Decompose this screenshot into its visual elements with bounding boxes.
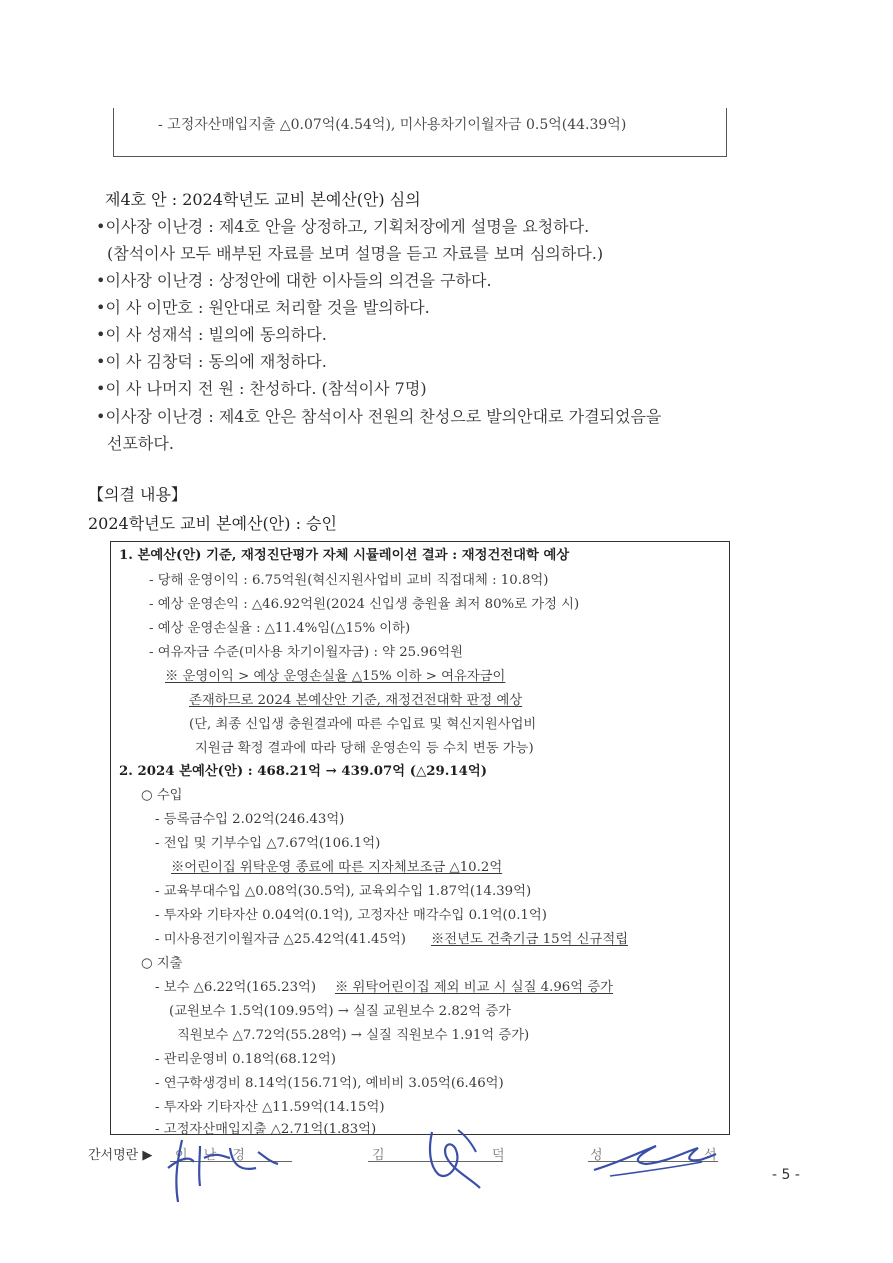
agenda-line: •이 사 나머지 전 원 : 찬성하다. (참석이사 7명) [96,379,427,398]
signer-name: 성 [590,1148,603,1163]
agenda-line: •이사장 이난경 : 제4호 안을 상정하고, 기획처장에게 설명을 요청하다. [96,217,590,236]
list-item: - 미사용전기이월자금 △25.42억(41.45억) [155,932,406,947]
agenda-line: (참석이사 모두 배부된 자료를 보며 설명을 듣고 자료를 보며 심의하다.) [107,244,604,263]
note-line: ※전년도 건축기금 15억 신규적립 [431,932,629,947]
note-line: ※ 운영이익 > 예상 운영손실율 △15% 이하 > 여유자금이 [165,669,506,684]
resolution-label: 【의결 내용】 [88,485,187,504]
section-1-title: 1. 본예산(안) 기준, 재정진단평가 자체 시뮬레이션 결과 : 재정건전대학 예상 [119,548,570,563]
signature-3 [590,1132,720,1182]
list-item: - 관리운영비 0.18억(68.12억) [155,1052,336,1067]
list-item: - 연구학생경비 8.14억(156.71억), 예비비 3.05억(6.46억) [155,1076,504,1091]
expense-label: ○ 지출 [141,956,183,971]
list-item: - 전입 및 기부수입 △7.67억(106.1억) [155,836,381,851]
section-2-title: 2. 2024 본예산(안) : 468.21억 → 439.07억 (△29.14억) [119,764,488,779]
note-line: 지원금 확정 결과에 따라 당해 운영손익 등 수치 변동 가능) [195,741,534,756]
resolution-detail-box [110,541,730,1135]
note-line: ※어린이집 위탁운영 종료에 따른 지자체보조금 △10.2억 [171,860,503,875]
list-item: - 고정자산매입지출 △2.71억(1.83억) [155,1122,377,1137]
list-item: - 당해 운영이익 : 6.75억원(혁신지원사업비 교비 직접대체 : 10.8억) [149,573,549,588]
signature-2 [418,1122,498,1192]
resolution-title: 2024학년도 교비 본예산(안) : 승인 [88,514,337,533]
income-label: ○ 수입 [141,788,183,803]
list-item: - 등록금수입 2.02억(246.43억) [155,812,345,827]
note-line: 존재하므로 2024 본예산안 기준, 재정건전대학 판정 예상 [189,693,523,708]
agenda-line: •이 사 성재석 : 빌의에 동의하다. [96,325,327,344]
agenda-line: •이사장 이난경 : 상정안에 대한 이사들의 의견을 구하다. [96,271,492,290]
agenda-line: 선포하다. [107,434,174,453]
list-item: - 여유자금 수준(미사용 차기이월자금) : 약 25.96억원 [149,645,463,660]
note-line: ※ 위탁어린이집 제외 비교 시 실질 4.96억 증가 [335,980,614,995]
list-item: - 보수 △6.22억(165.23억) [155,980,317,995]
list-item: - 교육부대수입 △0.08억(30.5억), 교육외수입 1.87억(14.39억) [155,884,532,899]
signer-name: 김 [372,1148,385,1163]
note-line: (단, 최종 신입생 충원결과에 따른 수입료 및 혁신지원사업비 [189,717,537,732]
agenda-line: •이사장 이난경 : 제4호 안은 참석이사 전원의 찬성으로 발의안대로 가결되었음을 [96,407,662,426]
list-item: - 예상 운영손실율 : △11.4%임(△15% 이하) [149,621,411,636]
agenda-line: •이 사 이만호 : 원안대로 처리할 것을 발의하다. [96,298,430,317]
page-number: - 5 - [772,1167,800,1183]
list-item: - 투자와 기타자산 0.04억(0.1억), 고정자산 매각수입 0.1억(0.1억) [155,908,547,923]
signer-name: 이 난 경 [175,1148,251,1163]
signature-1 [160,1128,300,1208]
list-item: 직원보수 △7.72억(55.28억) → 실질 직원보수 1.91억 증가) [177,1028,530,1043]
agenda-line: •이 사 김창덕 : 동의에 재청하다. [96,352,327,371]
signer-name: 덕 [492,1148,505,1163]
continued-table-box [113,108,727,157]
list-item: (교원보수 1.5억(109.95억) → 실질 교원보수 2.82억 증가 [169,1004,512,1019]
initials-label: 간서명란 ▶ [88,1148,153,1163]
signer-name: 석 [704,1148,717,1163]
agenda-title: 제4호 안 : 2024학년도 교비 본예산(안) 심의 [105,190,421,209]
list-item: - 예상 운영손익 : △46.92억원(2024 신입생 충원율 최저 80%로 가정 시) [149,597,580,612]
list-item: - 투자와 기타자산 △11.59억(14.15억) [155,1100,385,1115]
box-line: - 고정자산매입지출 △0.07억(4.54억), 미사용차기이월자금 0.5억(44.39억) [158,117,627,133]
